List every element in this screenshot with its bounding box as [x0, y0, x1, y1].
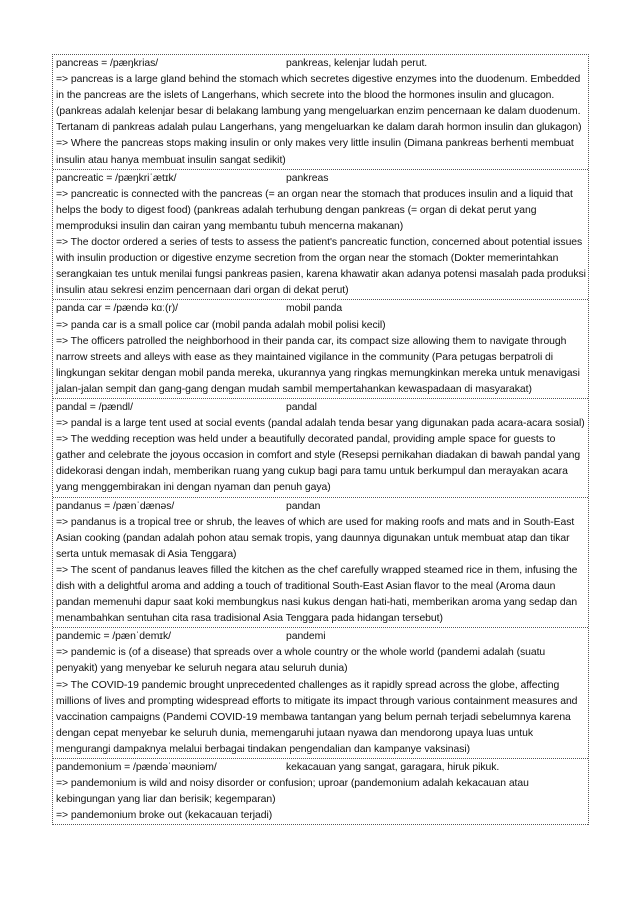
dictionary-entry [53, 759, 588, 825]
dictionary-entry [53, 55, 588, 170]
entry-example: => The doctor ordered a series of tests to assess the patient's pancreatic function, concerned about potential issues with insulin production or digestive enzyme secretion from the organ near the stomach (Dokter memerintahkan serangkaian tes untuk menilai fungsi pankreas pasien, karena khawatir akan adanya potensi masalah pada produksi insulin atau sekresi enzim pencernaan dari organ di dekat perut) [56, 237, 586, 297]
entry-meaning: pankreas [286, 172, 329, 184]
entry-example: => The officers patrolled the neighborhood in their panda car, its compact size allowing them to navigate through narrow streets and alleys with ease as they maintained vigilance in the community (Para petugas berpatroli di lingkungan sekitar dengan mobil panda mereka, ukurannya yang ringkas memungkinkan mereka untuk menavigasi jalan-jalan sempit dan gang-gang dengan mudah sambil mempertahankan kewaspadaan di masyarakat) [56, 335, 580, 395]
entry-definition: => pandal is a large tent used at social events (pandal adalah tenda besar yang digunakan pada acara-acara sosial) [56, 418, 585, 430]
entry-meaning: pandemi [286, 631, 326, 643]
entry-definition: => pandemic is (of a disease) that spreads over a whole country or the whole world (pandemi adalah (suatu penyakit) yang menyebar ke seluruh negara atau seluruh dunia) [56, 647, 546, 675]
entry-term: pandemic = /pænˈdemɪk/ [56, 631, 171, 643]
entry-term: pancreatic = /pæŋkriˈætɪk/ [56, 172, 177, 184]
dictionary-entry [53, 498, 588, 629]
entry-headline [56, 400, 586, 416]
entry-example: => The scent of pandanus leaves filled the kitchen as the chef carefully wrapped steamed rice in them, infusing the dish with a delightful aroma and adding a touch of traditional South-East Asian flavor to the meal (Aroma daun pandan memenuhi dapur saat koki membungkus nasi kukus dengan hati-hati, memberikan aroma yang sedap dan menambahkan sentuhan cita rasa tradisional Asia Tenggara pada hidangan tersebut) [56, 564, 578, 625]
entry-definition: => panda car is a small police car (mobil panda adalah mobil polisi kecil) [56, 319, 386, 331]
entry-example: => The wedding reception was held under a beautifully decorated pandal, providing ample space for guests to gather and celebrate the joyous occasion in comfort and style (Resepsi pernikahan diadakan di bawah pandal yang didekorasi dengan indah, memberikan ruang yang cukup bagi para tamu untuk berkumpul dan merayakan acara yang menggembirakan ini dengan nyaman dan penuh gaya) [56, 434, 581, 494]
entry-example: => Where the pancreas stops making insulin or only makes very little insulin (Dimana pankreas berhenti membuat insulin atau hanya membuat insulin sangat sedikit) [56, 138, 574, 166]
dictionary-entry [53, 399, 588, 498]
dictionary-entry [53, 170, 588, 301]
entry-term: pandal = /pændl/ [56, 401, 133, 413]
entry-term: pandemonium = /pændəˈməʊniəm/ [56, 762, 217, 774]
entry-definition: => pancreatic is connected with the pancreas (= an organ near the stomach that produces insulin and a liquid that helps the body to digest food) (pankreas adalah terhubung dengan pankreas (= organ di dekat perut yang memproduksi insulin dan cairan yang membantu tubuh mencerna makanan) [56, 188, 573, 232]
entry-meaning: pankreas, kelenjar ludah perut. [286, 58, 428, 69]
entry-headline [56, 760, 586, 776]
dictionary-entry [53, 628, 588, 759]
entry-example: => The COVID-19 pandemic brought unprecedented challenges as it rapidly spread across the globe, affecting millions of lives and prompting widespread efforts to mitigate its impact through various containment measures and vaccination campaigns (Pandemi COVID-19 membawa tantangan yang belum pernah terjadi sebelumnya karena dengan cepat menyebar ke seluruh dunia, memengaruhi jutaan nyawa dan mendorong upaya luas untuk mengurangi dampaknya melalui berbagai tindakan pengendalian dan kampanye vaksinasi) [56, 679, 578, 755]
entry-definition: => pancreas is a large gland behind the stomach which secretes digestive enzymes into the duodenum. Embedded in the pancreas are the islets of Langerhans, which secrete into the blood the hormones insulin and glucagon. (pankreas adalah kelenjar besar di belakang lambung yang mengeluarkan enzim pencernaan ke dalam duodenum. Tertanam di pankreas adalah pulau Langerhans, yang mengeluarkan ke dalam darah hormon insulin dan glukagon) [56, 74, 582, 134]
entry-meaning: kekacauan yang sangat, garagara, hiruk pikuk. [286, 762, 500, 774]
entry-headline [56, 499, 586, 515]
entry-headline [56, 629, 586, 645]
entry-term: panda car = /pændə kɑː(r)/ [56, 303, 179, 315]
entry-definition: => pandemonium is wild and noisy disorder or confusion; uproar (pandemonium adalah kekacauan atau kebingungan yang liar dan berisik; kegemparan) [56, 778, 529, 806]
document-page [52, 54, 589, 825]
entry-meaning: mobil panda [286, 303, 343, 315]
entry-term: pandanus = /pænˈdænəs/ [56, 500, 175, 512]
dictionary-entry [53, 300, 588, 399]
entry-definition: => pandanus is a tropical tree or shrub, the leaves of which are used for making roofs and mats and in South-East Asian cooking (pandan adalah pohon atau semak tropis, yang daunnya digunakan untuk membuat atap dan tikar serta untuk memasak di Asia Tenggara) [56, 516, 575, 560]
entry-meaning: pandal [286, 401, 317, 413]
entry-example: => pandemonium broke out (kekacauan terjadi) [56, 810, 273, 822]
entry-term: pancreas = /pæŋkrias/ [56, 58, 159, 69]
entry-headline [56, 56, 586, 72]
entry-headline [56, 301, 586, 317]
entry-meaning: pandan [286, 500, 321, 512]
entry-headline [56, 171, 586, 187]
